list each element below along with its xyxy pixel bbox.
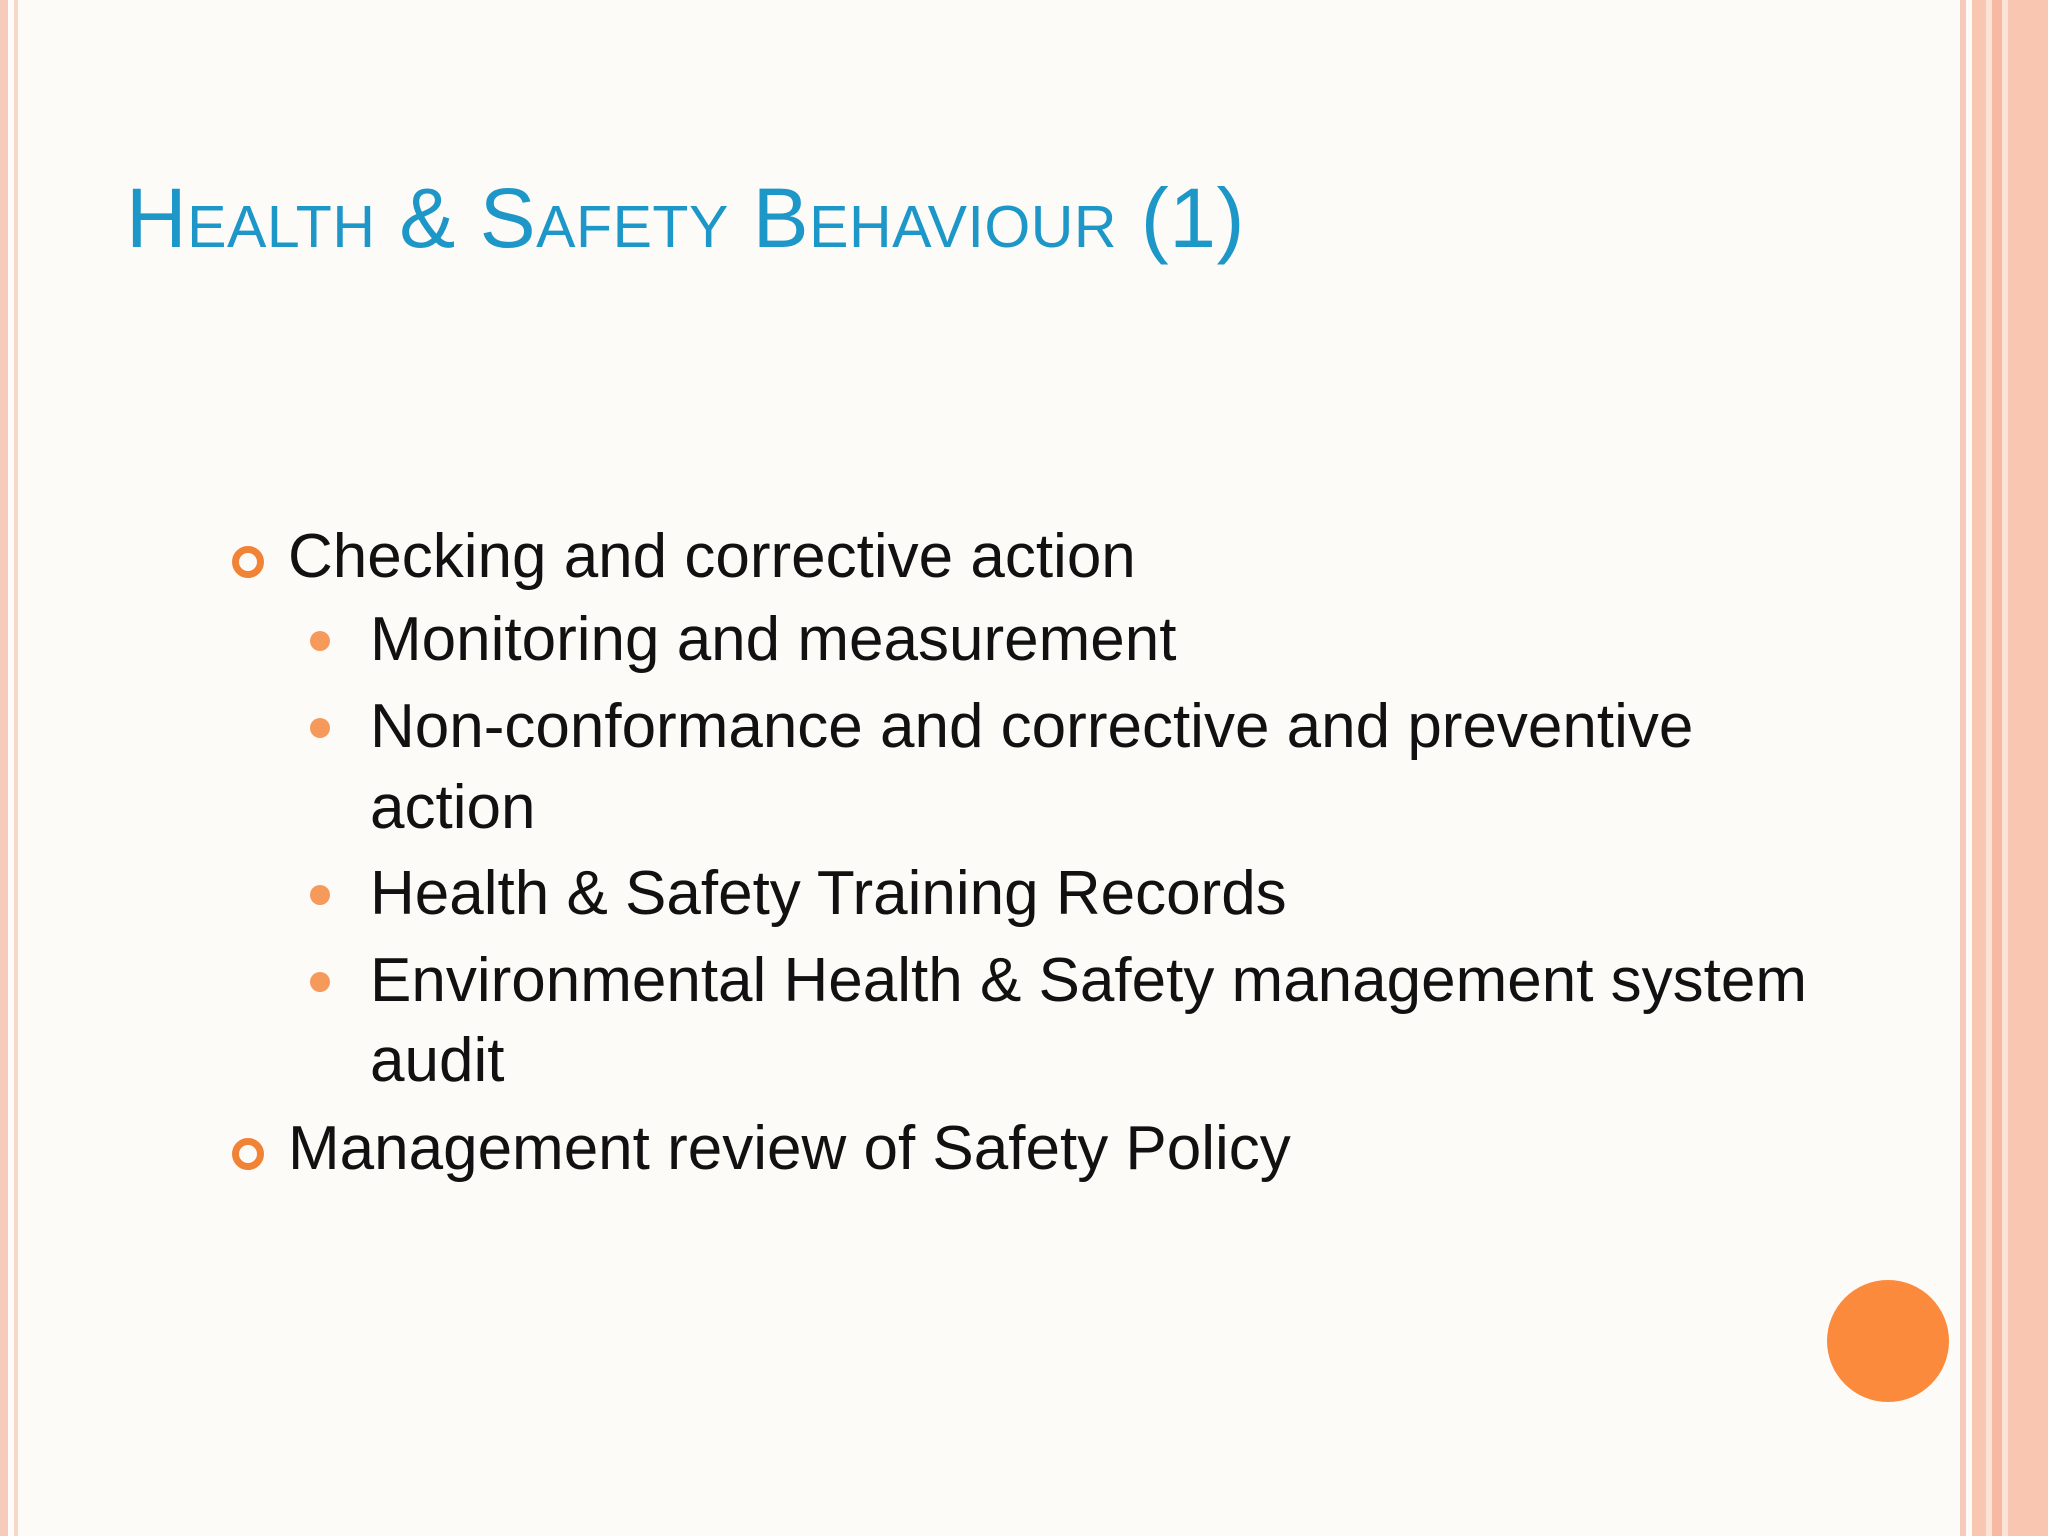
bullet-item (230, 1112, 1870, 1186)
dot-bullet-icon (310, 631, 330, 651)
sub-bullet-text: Health & Safety Training Records (370, 859, 1287, 929)
bullet-list (230, 520, 1870, 1192)
right-stripe (1972, 0, 1986, 1536)
right-stripe (1992, 0, 2002, 1536)
ring-bullet-icon (232, 546, 264, 578)
right-stripe (1960, 0, 1966, 1536)
sub-bullet-item (230, 600, 1870, 681)
sub-bullet-item (230, 941, 1870, 1102)
sub-bullet-text: Environmental Health & Safety management system audit (370, 945, 1808, 1096)
sub-bullet-text: Monitoring and measurement (370, 605, 1177, 675)
sub-bullet-item (230, 687, 1870, 848)
dot-bullet-icon (310, 885, 330, 905)
bullet-item (230, 520, 1870, 594)
left-edge-line-inner (14, 0, 18, 1536)
orange-circle-icon (1827, 1280, 1949, 1402)
ring-bullet-icon (232, 1138, 264, 1170)
bullet-text: Checking and corrective action (288, 522, 1136, 591)
slide-title: Health & Safety Behaviour (1) (126, 171, 1245, 265)
sub-bullet-text: Non-conformance and corrective and preventive action (370, 691, 1694, 842)
bullet-text: Management review of Safety Policy (288, 1113, 1291, 1183)
sub-bullet-item (230, 854, 1870, 935)
dot-bullet-icon (310, 972, 330, 992)
dot-bullet-icon (310, 718, 330, 738)
right-stripe (2008, 0, 2048, 1536)
left-edge-line (0, 0, 8, 1536)
